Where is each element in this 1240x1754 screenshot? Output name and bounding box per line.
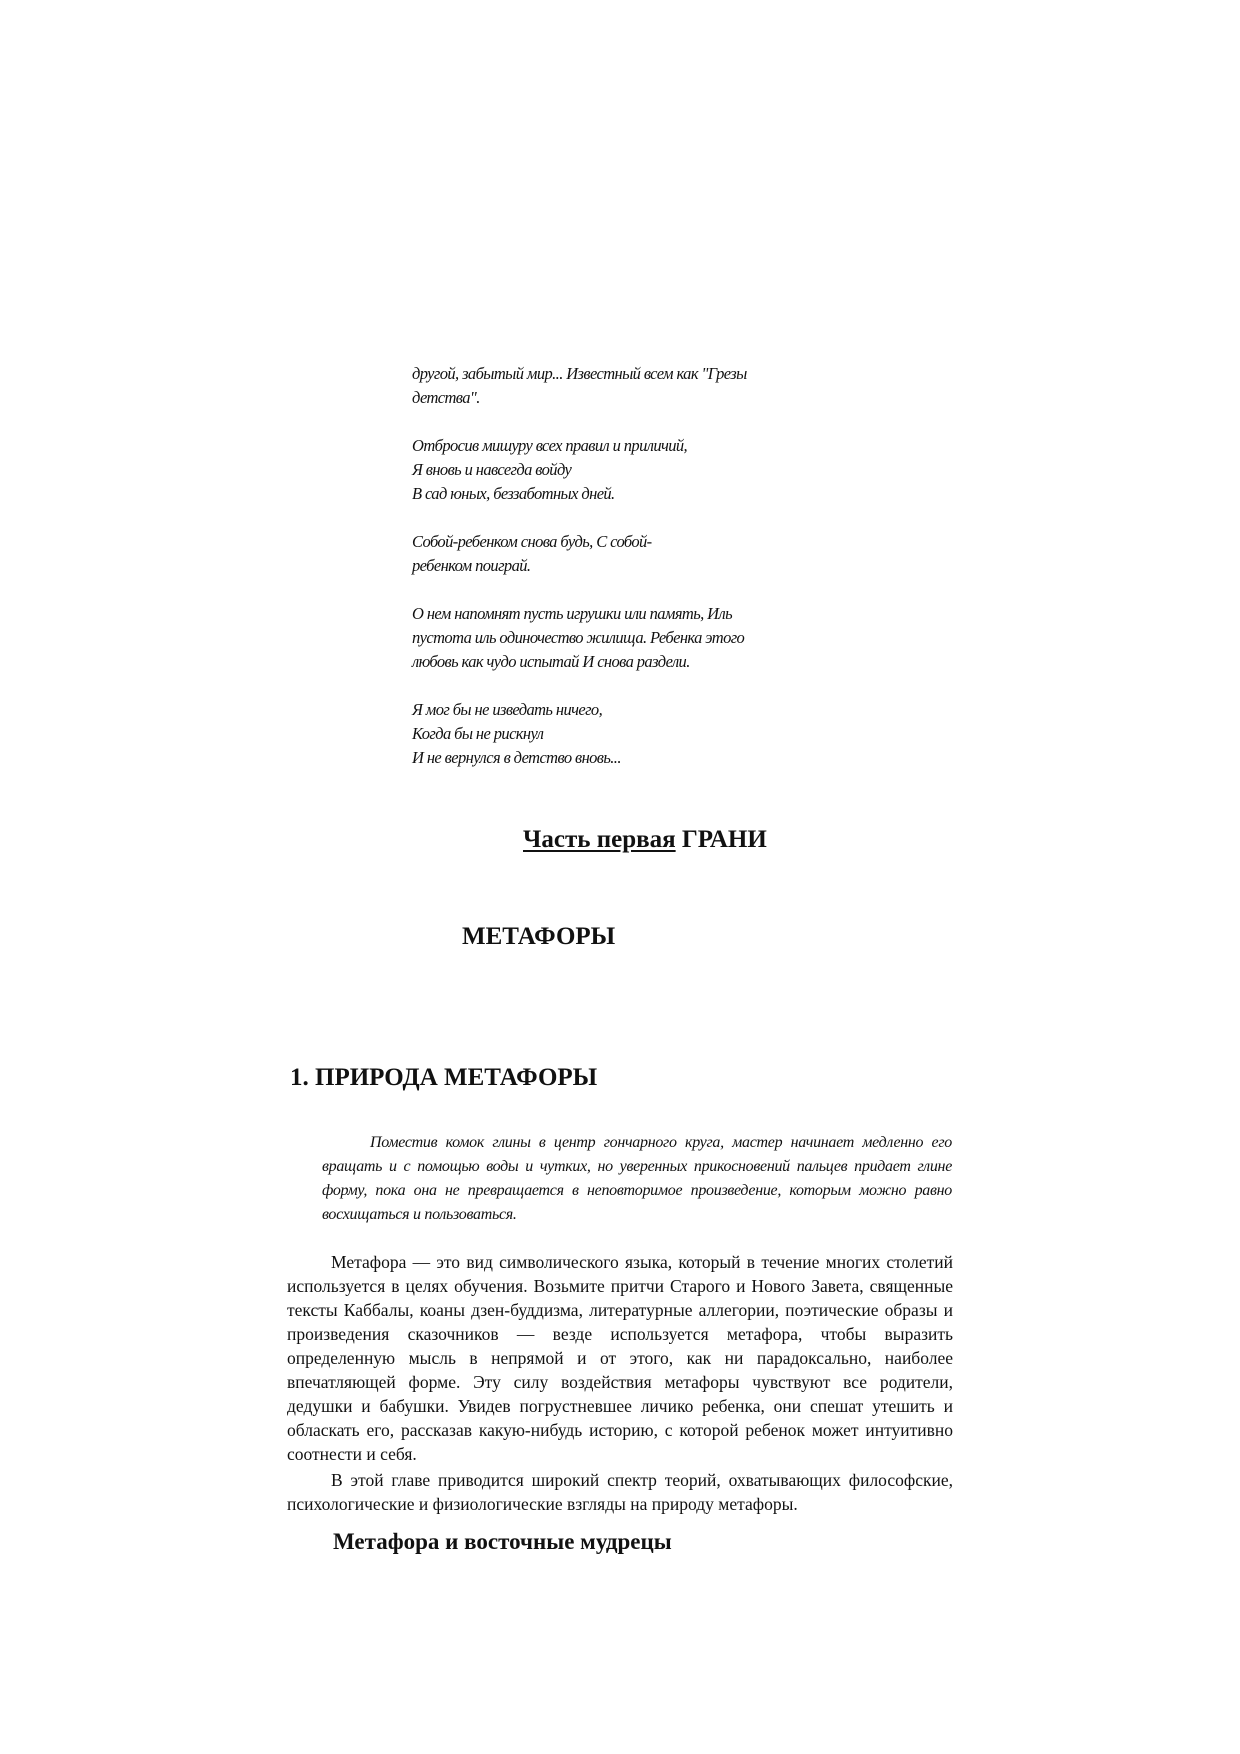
poem-stanza	[412, 434, 832, 506]
poem-stanza	[412, 362, 832, 410]
poem-line: пустота иль одиночество жилища. Ребенка этого	[412, 628, 745, 647]
poem-line: другой, забытый мир... Известный всем как "Грезы	[412, 364, 747, 383]
poem-line: любовь как чудо испытай И снова раздели.	[412, 652, 690, 671]
poem-line: В сад юных, беззаботных дней.	[412, 484, 615, 503]
part-title-underlined: Часть первая	[523, 826, 676, 853]
poem-line: ребенком поиграй.	[412, 556, 531, 575]
poem	[412, 362, 832, 794]
part-title-rest: ГРАНИ	[681, 826, 767, 853]
poem-stanza	[412, 530, 832, 578]
poem-line: Я вновь и навсегда войду	[412, 460, 572, 479]
poem-line: детства".	[412, 388, 480, 407]
body-paragraph: Метафора — это вид символического языка, который в течение многих столетий используется в целях обучения. Возьмите притчи Старого и Нового Завета, священные тексты Каббалы, коаны дзен-буддизма, литературные аллегории, поэтические образы и произведения сказочников — везде используется метафора, чтобы выразить определенную мысль в непрямой и от этого, как ни парадоксально, наиболее впечатляющей форме. Эту силу воздействия метафоры чувствуют все родители, дедушки и бабушки. Увидев погрустневшее личико ребенка, они спешат утешить и обласкать его, рассказав какую-нибудь историю, с которой ребенок может интуитивно соотнести и себя.	[287, 1252, 953, 1464]
poem-line: Я мог бы не изведать ничего,	[412, 700, 603, 719]
poem-stanza	[412, 602, 832, 674]
poem-line: О нем напомнят пусть игрушки или память, Иль	[412, 604, 732, 623]
poem-stanza	[412, 698, 832, 770]
epigraph: Поместив комок глины в центр гончарного круга, мастер начинает медленно его вращать и с помощью воды и чутких, но уверенных прикосновений пальцев придает глине форму, пока она не превращается в неповторимое произведение, которым можно равно восхищаться и пользоваться.	[322, 1134, 952, 1223]
section-title: МЕТАФОРЫ	[462, 923, 616, 950]
body-text	[287, 1250, 953, 1518]
part-title	[523, 826, 767, 854]
chapter-title: 1. ПРИРОДА МЕТАФОРЫ	[290, 1064, 598, 1091]
poem-line: И не вернулся в детство вновь...	[412, 748, 621, 767]
subheading: Метафора и восточные мудрецы	[333, 1529, 672, 1554]
poem-line: Собой-ребенком снова будь, С собой-	[412, 532, 652, 551]
poem-line: Когда бы не рискнул	[412, 724, 544, 743]
poem-line: Отбросив мишуру всех правил и приличий,	[412, 436, 688, 455]
body-paragraph: В этой главе приводится широкий спектр теорий, охватывающих философские, психологические и физиологические взгляды на природу метафоры.	[287, 1470, 953, 1514]
